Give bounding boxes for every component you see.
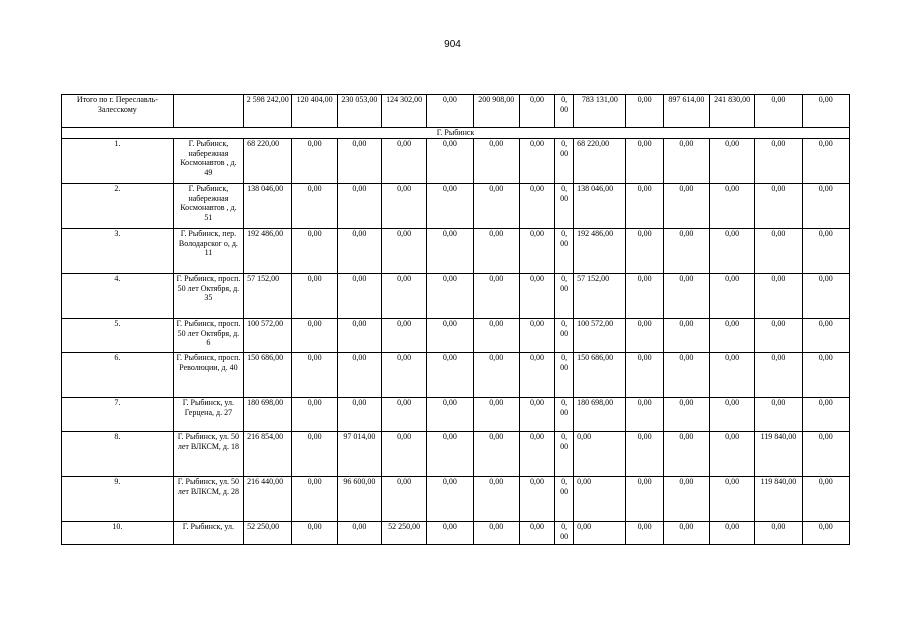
total-value-cell: 124 302,00 <box>381 95 426 128</box>
row-value-cell: 0, 00 <box>555 398 574 432</box>
row-value-cell: 0,00 <box>473 229 519 274</box>
row-value-cell: 0,00 <box>574 522 626 545</box>
row-value-cell: 0,00 <box>292 353 337 398</box>
total-value-cell: 200 908,00 <box>473 95 519 128</box>
row-value-cell: 0,00 <box>519 477 554 522</box>
row-number: 6. <box>62 353 174 398</box>
row-value-cell: 0,00 <box>710 522 755 545</box>
row-number: 3. <box>62 229 174 274</box>
row-value-cell: 0,00 <box>626 139 663 184</box>
row-value-cell: 0,00 <box>519 432 554 477</box>
row-value-cell: 0,00 <box>663 184 709 229</box>
row-value-cell: 0,00 <box>337 229 381 274</box>
row-value-cell: 0,00 <box>755 353 802 398</box>
row-value-cell: 0,00 <box>381 477 426 522</box>
row-value-cell: 0,00 <box>710 139 755 184</box>
row-value-cell: 0,00 <box>473 522 519 545</box>
table-row <box>62 274 850 319</box>
row-value-cell: 0,00 <box>337 184 381 229</box>
row-value-cell: 192 486,00 <box>574 229 626 274</box>
row-value-cell: 0,00 <box>574 432 626 477</box>
row-value-cell: 0,00 <box>473 319 519 353</box>
table-body <box>62 95 850 545</box>
row-value-cell: 0, 00 <box>555 274 574 319</box>
city-header-row <box>62 128 850 139</box>
row-value-cell: 0,00 <box>755 398 802 432</box>
total-value-cell: 897 614,00 <box>663 95 709 128</box>
row-value-cell: 0,00 <box>427 432 473 477</box>
row-value-cell: 0,00 <box>381 274 426 319</box>
row-value-cell: 0,00 <box>755 319 802 353</box>
row-value-cell: 0,00 <box>802 229 849 274</box>
row-value-cell: 0, 00 <box>555 477 574 522</box>
row-value-cell: 0,00 <box>473 184 519 229</box>
row-value-cell: 0,00 <box>519 184 554 229</box>
row-value-cell: 0,00 <box>802 353 849 398</box>
city-header: Г. Рыбинск <box>62 128 850 139</box>
total-value-cell: 0,00 <box>519 95 554 128</box>
total-value-cell: 0,00 <box>626 95 663 128</box>
row-number: 7. <box>62 398 174 432</box>
row-value-cell: 0,00 <box>427 319 473 353</box>
row-value-cell: 0,00 <box>519 274 554 319</box>
row-value-cell: 0,00 <box>626 398 663 432</box>
row-value-cell: 0,00 <box>802 398 849 432</box>
total-label: Итого по г. Переславль-Залесскому <box>62 95 174 128</box>
table-row <box>62 184 850 229</box>
row-value-cell: 0,00 <box>473 398 519 432</box>
row-value-cell: 0,00 <box>710 319 755 353</box>
row-value-cell: 0,00 <box>381 184 426 229</box>
row-value-cell: 216 440,00 <box>244 477 292 522</box>
row-number: 4. <box>62 274 174 319</box>
row-value-cell: 180 698,00 <box>574 398 626 432</box>
total-value-cell: 0,00 <box>755 95 802 128</box>
row-value-cell: 0, 00 <box>555 432 574 477</box>
total-value-cell: 120 404,00 <box>292 95 337 128</box>
row-value-cell: 0,00 <box>381 398 426 432</box>
row-value-cell: 0,00 <box>292 184 337 229</box>
row-address: Г. Рыбинск, просп. 50 лет Октября, д. 6 <box>173 319 243 353</box>
row-value-cell: 0,00 <box>519 398 554 432</box>
row-value-cell: 0,00 <box>337 139 381 184</box>
row-value-cell: 0,00 <box>802 139 849 184</box>
row-value-cell: 0,00 <box>292 274 337 319</box>
row-value-cell: 0,00 <box>337 319 381 353</box>
row-number: 8. <box>62 432 174 477</box>
total-value-cell: 783 131,00 <box>574 95 626 128</box>
row-value-cell: 0,00 <box>755 184 802 229</box>
total-addr-cell <box>173 95 243 128</box>
row-value-cell: 0,00 <box>802 477 849 522</box>
row-value-cell: 0,00 <box>519 319 554 353</box>
row-value-cell: 0,00 <box>519 229 554 274</box>
row-number: 10. <box>62 522 174 545</box>
row-value-cell: 192 486,00 <box>244 229 292 274</box>
row-value-cell: 0,00 <box>802 184 849 229</box>
table-row <box>62 319 850 353</box>
row-value-cell: 0,00 <box>427 184 473 229</box>
row-number: 1. <box>62 139 174 184</box>
row-address: Г. Рыбинск, ул. 50 лет ВЛКСМ, д. 18 <box>173 432 243 477</box>
row-value-cell: 52 250,00 <box>381 522 426 545</box>
row-value-cell: 119 840,00 <box>755 477 802 522</box>
total-value-cell: 0,00 <box>427 95 473 128</box>
row-value-cell: 0,00 <box>626 184 663 229</box>
row-value-cell: 0,00 <box>663 432 709 477</box>
row-value-cell: 0,00 <box>473 139 519 184</box>
row-value-cell: 150 686,00 <box>244 353 292 398</box>
row-value-cell: 0,00 <box>427 477 473 522</box>
row-address: Г. Рыбинск, ул. Герцена, д. 27 <box>173 398 243 432</box>
row-value-cell: 0,00 <box>381 319 426 353</box>
row-value-cell: 138 046,00 <box>244 184 292 229</box>
row-value-cell: 0,00 <box>519 522 554 545</box>
table-row <box>62 139 850 184</box>
row-address: Г. Рыбинск, ул. 50 лет ВЛКСМ, д. 28 <box>173 477 243 522</box>
row-value-cell: 0,00 <box>663 477 709 522</box>
row-value-cell: 0,00 <box>427 139 473 184</box>
row-value-cell: 0,00 <box>337 522 381 545</box>
row-value-cell: 0, 00 <box>555 229 574 274</box>
row-address: Г. Рыбинск, просп. 50 лет Октября, д. 35 <box>173 274 243 319</box>
row-value-cell: 0,00 <box>663 398 709 432</box>
row-value-cell: 0,00 <box>802 274 849 319</box>
row-value-cell: 150 686,00 <box>574 353 626 398</box>
row-value-cell: 0,00 <box>292 398 337 432</box>
row-value-cell: 0,00 <box>626 477 663 522</box>
row-value-cell: 97 014,00 <box>337 432 381 477</box>
row-value-cell: 0,00 <box>663 139 709 184</box>
row-value-cell: 0,00 <box>626 522 663 545</box>
row-value-cell: 57 152,00 <box>574 274 626 319</box>
row-value-cell: 0,00 <box>427 353 473 398</box>
row-value-cell: 0,00 <box>519 139 554 184</box>
row-value-cell: 0,00 <box>292 432 337 477</box>
row-value-cell: 0,00 <box>626 353 663 398</box>
table-row <box>62 522 850 545</box>
row-value-cell: 96 600,00 <box>337 477 381 522</box>
row-value-cell: 0, 00 <box>555 522 574 545</box>
row-address: Г. Рыбинск, набережная Космонавтов , д. 51 <box>173 184 243 229</box>
row-value-cell: 0,00 <box>663 229 709 274</box>
row-value-cell: 0,00 <box>626 274 663 319</box>
row-value-cell: 0,00 <box>473 432 519 477</box>
row-value-cell: 0,00 <box>473 477 519 522</box>
row-value-cell: 0,00 <box>802 432 849 477</box>
row-value-cell: 0,00 <box>427 274 473 319</box>
row-value-cell: 100 572,00 <box>574 319 626 353</box>
row-value-cell: 0,00 <box>802 522 849 545</box>
row-value-cell: 0,00 <box>519 353 554 398</box>
row-value-cell: 0,00 <box>427 229 473 274</box>
row-value-cell: 0,00 <box>626 319 663 353</box>
row-value-cell: 0,00 <box>710 274 755 319</box>
row-value-cell: 0,00 <box>473 274 519 319</box>
row-value-cell: 0,00 <box>292 522 337 545</box>
row-address: Г. Рыбинск, ул. <box>173 522 243 545</box>
row-value-cell: 0,00 <box>337 274 381 319</box>
table-row <box>62 229 850 274</box>
total-value-cell: 0,00 <box>802 95 849 128</box>
row-value-cell: 0,00 <box>381 139 426 184</box>
total-value-cell: 230 053,00 <box>337 95 381 128</box>
row-value-cell: 0,00 <box>292 477 337 522</box>
table-row <box>62 477 850 522</box>
row-value-cell: 216 854,00 <box>244 432 292 477</box>
row-value-cell: 0,00 <box>755 522 802 545</box>
total-value-cell: 0, 00 <box>555 95 574 128</box>
row-value-cell: 0,00 <box>626 432 663 477</box>
row-value-cell: 68 220,00 <box>244 139 292 184</box>
row-value-cell: 0,00 <box>381 353 426 398</box>
row-address: Г. Рыбинск, набережная Космонавтов , д. 49 <box>173 139 243 184</box>
row-value-cell: 138 046,00 <box>574 184 626 229</box>
row-value-cell: 0,00 <box>292 319 337 353</box>
row-value-cell: 0,00 <box>337 353 381 398</box>
row-value-cell: 0,00 <box>292 229 337 274</box>
row-value-cell: 0,00 <box>381 229 426 274</box>
row-value-cell: 0,00 <box>755 229 802 274</box>
row-value-cell: 180 698,00 <box>244 398 292 432</box>
page-number: 904 <box>444 39 461 50</box>
row-number: 5. <box>62 319 174 353</box>
row-value-cell: 0,00 <box>574 477 626 522</box>
row-value-cell: 0,00 <box>427 398 473 432</box>
row-value-cell: 0,00 <box>427 522 473 545</box>
row-value-cell: 0,00 <box>710 353 755 398</box>
total-row <box>62 95 850 128</box>
row-address: Г. Рыбинск, просп. Революции, д. 40 <box>173 353 243 398</box>
row-value-cell: 0,00 <box>710 229 755 274</box>
row-value-cell: 0,00 <box>292 139 337 184</box>
row-value-cell: 0, 00 <box>555 184 574 229</box>
row-value-cell: 0, 00 <box>555 139 574 184</box>
table-row <box>62 353 850 398</box>
table-row <box>62 398 850 432</box>
row-value-cell: 0,00 <box>337 398 381 432</box>
row-value-cell: 0,00 <box>710 398 755 432</box>
row-value-cell: 0,00 <box>663 274 709 319</box>
row-value-cell: 68 220,00 <box>574 139 626 184</box>
row-value-cell: 100 572,00 <box>244 319 292 353</box>
data-table <box>61 94 850 545</box>
total-value-cell: 241 830,00 <box>710 95 755 128</box>
row-value-cell: 0,00 <box>473 353 519 398</box>
row-address: Г. Рыбинск, пер. Володарског о, д. 11 <box>173 229 243 274</box>
row-value-cell: 119 840,00 <box>755 432 802 477</box>
row-value-cell: 0,00 <box>755 274 802 319</box>
row-value-cell: 0, 00 <box>555 319 574 353</box>
row-value-cell: 0,00 <box>710 184 755 229</box>
row-value-cell: 0,00 <box>663 319 709 353</box>
row-value-cell: 0,00 <box>626 229 663 274</box>
row-value-cell: 0,00 <box>381 432 426 477</box>
table-row <box>62 432 850 477</box>
row-value-cell: 0,00 <box>663 353 709 398</box>
row-value-cell: 0,00 <box>663 522 709 545</box>
row-value-cell: 52 250,00 <box>244 522 292 545</box>
row-value-cell: 0,00 <box>710 432 755 477</box>
row-value-cell: 0, 00 <box>555 353 574 398</box>
row-value-cell: 0,00 <box>710 477 755 522</box>
row-number: 9. <box>62 477 174 522</box>
total-value-cell: 2 598 242,00 <box>244 95 292 128</box>
row-value-cell: 57 152,00 <box>244 274 292 319</box>
row-value-cell: 0,00 <box>802 319 849 353</box>
row-number: 2. <box>62 184 174 229</box>
row-value-cell: 0,00 <box>755 139 802 184</box>
